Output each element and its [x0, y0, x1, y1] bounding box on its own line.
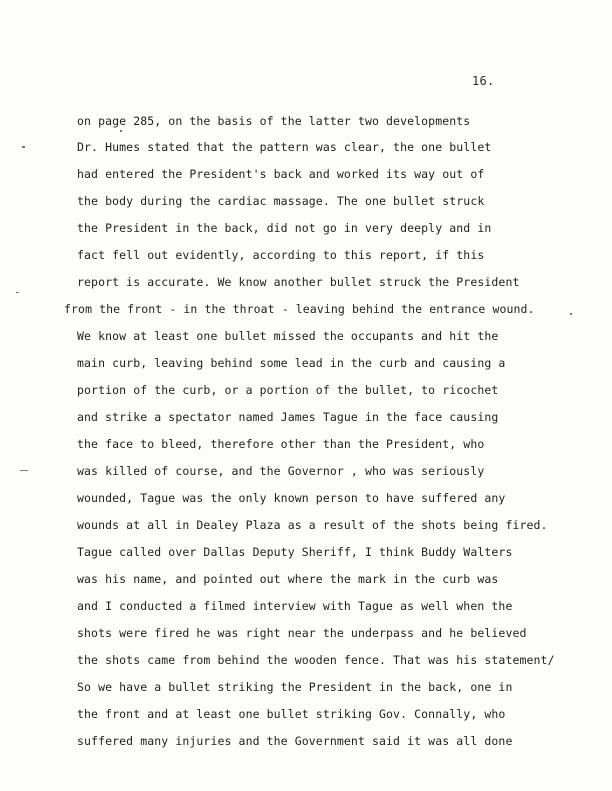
text-line: portion of the curb, or a portion of the bullet, to ricochet [77, 383, 499, 397]
text-line: wounds at all in Dealey Plaza as a result of the shots being fired. [77, 518, 548, 532]
scan-speck [120, 130, 122, 132]
text-line: Dr. Humes stated that the pattern was clear, the one bullet [77, 140, 492, 154]
text-line: shots were fired he was right near the underpass and he believed [77, 626, 527, 640]
text-line: the face to bleed, therefore other than the President, who [77, 437, 485, 451]
text-line: We know at least one bullet missed the occupants and hit the [77, 329, 499, 343]
text-line: fact fell out evidently, according to this report, if this [77, 248, 485, 262]
text-line: on page 285, on the basis of the latter two developments [77, 114, 471, 128]
text-line: was killed of course, and the Governor , who was seriously [77, 464, 485, 478]
text-line: the shots came from behind the wooden fence. That was his statement/ [77, 653, 555, 667]
text-line: and I conducted a filmed interview with Tague as well when the [77, 599, 513, 613]
text-line: main curb, leaving behind some lead in the curb and causing a [77, 356, 506, 370]
text-line: and strike a spectator named James Tague in the face causing [77, 410, 499, 424]
text-line: was his name, and pointed out where the mark in the curb was [77, 572, 499, 586]
text-line: Tague called over Dallas Deputy Sheriff, I think Buddy Walters [77, 545, 513, 559]
scan-speck [16, 292, 19, 293]
text-line: report is accurate. We know another bullet struck the President [77, 275, 520, 289]
text-line: wounded, Tague was the only known person to have suffered any [77, 491, 506, 505]
text-line: the body during the cardiac massage. The one bullet struck [77, 194, 485, 208]
text-line: from the front - in the throat - leaving behind the entrance wound. [64, 302, 535, 316]
text-line: the President in the back, did not go in very deeply and in [77, 221, 492, 235]
text-line: had entered the President's back and worked its way out of [77, 167, 485, 181]
text-line: the front and at least one bullet striking Gov. Connally, who [77, 707, 506, 721]
text-line: suffered many injuries and the Government said it was all done [77, 734, 513, 748]
scan-speck [22, 146, 25, 148]
page-number: 16. [472, 74, 495, 88]
text-line: So we have a bullet striking the President in the back, one in [77, 680, 513, 694]
scan-speck [20, 470, 28, 471]
scan-speck [570, 313, 572, 315]
